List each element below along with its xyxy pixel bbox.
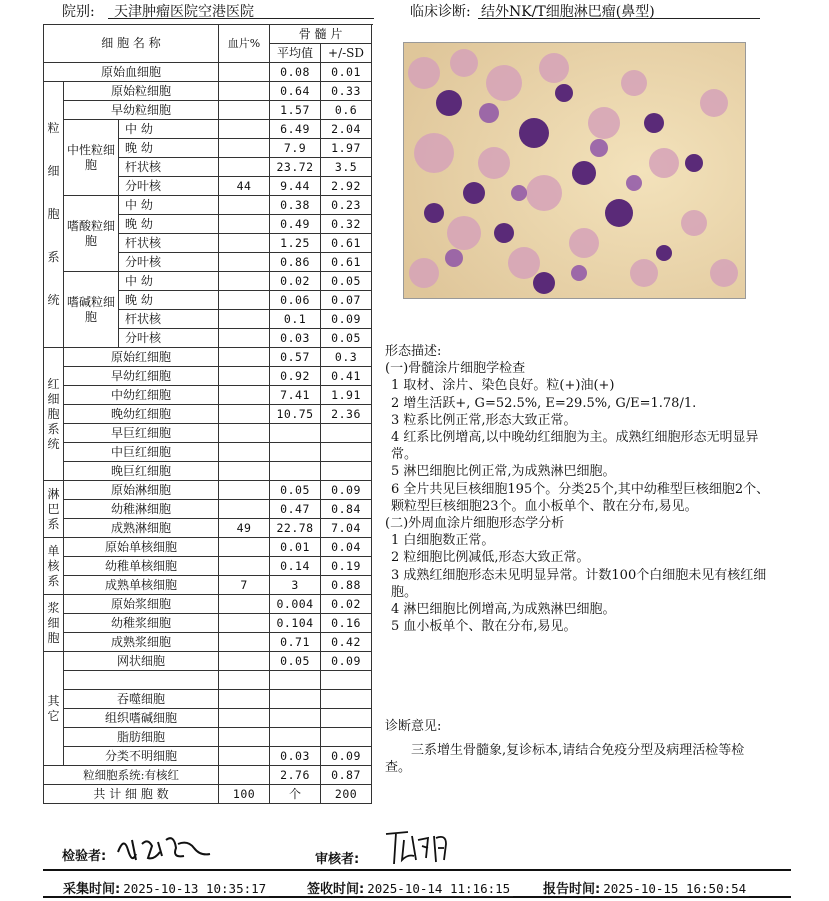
cell-name: 杆状核: [119, 234, 219, 253]
cell-name: 幼稚单核细胞: [64, 557, 219, 576]
table-row: [44, 652, 372, 671]
sd-value: [321, 690, 372, 709]
sd-value: 0.33: [321, 82, 372, 101]
table-row: [44, 481, 372, 500]
sd-value: 0.61: [321, 253, 372, 272]
diagnosis-opinion: [385, 718, 770, 777]
mean-value: 0.01: [270, 538, 321, 557]
cell-name: 中巨红细胞: [64, 443, 219, 462]
blood-value: [219, 196, 270, 215]
mean-value: 1.25: [270, 234, 321, 253]
sd-value: 0.09: [321, 310, 372, 329]
col-header-name: 细 胞 名 称: [44, 25, 219, 63]
cell-name: 成熟单核细胞: [64, 576, 219, 595]
mean-value: 0.38: [270, 196, 321, 215]
table-row: [44, 519, 372, 538]
mean-value: 7.41: [270, 386, 321, 405]
cell-name: 分类不明细胞: [64, 747, 219, 766]
table-row: [44, 538, 372, 557]
reviewer-signature: [382, 826, 454, 868]
hospital-label: 院别:: [62, 4, 95, 20]
report-time-label: 报告时间:: [543, 882, 601, 897]
morphology-description: [385, 343, 770, 635]
cell-name: 中幼红细胞: [64, 386, 219, 405]
blood-value: [219, 82, 270, 101]
blood-value: [219, 101, 270, 120]
cell-name: 原始淋细胞: [64, 481, 219, 500]
sd-value: 0.61: [321, 234, 372, 253]
diagnosis-label: 临床诊断:: [410, 4, 471, 20]
sd-value: 0.6: [321, 101, 372, 120]
table-row: [44, 690, 372, 709]
table-row: [44, 766, 372, 785]
cell-name: 分叶核: [119, 253, 219, 272]
sd-value: [321, 462, 372, 481]
cell-name: 分叶核: [119, 177, 219, 196]
micrograph-image: [404, 43, 745, 298]
cell-name: 脂肪细胞: [64, 728, 219, 747]
table-row: [44, 614, 372, 633]
blood-value: [219, 329, 270, 348]
cell-name: 晚 幼: [119, 291, 219, 310]
cell-name: 吞噬细胞: [64, 690, 219, 709]
table-row: [44, 367, 372, 386]
cell-name: 原始血细胞: [44, 63, 219, 82]
table-row: [44, 462, 372, 481]
blood-value: [219, 652, 270, 671]
sd-value: 0.07: [321, 291, 372, 310]
cell-name: 晚巨红细胞: [64, 462, 219, 481]
description-line: 4 红系比例增高,以中晚幼红细胞为主。成熟红细胞形态无明显异常。: [391, 430, 759, 463]
diagnosis-value: 结外NK/T细胞淋巴瘤(鼻型): [481, 4, 655, 20]
sd-value: 7.04: [321, 519, 372, 538]
group-other: 其它: [44, 652, 64, 766]
description-line: (二)外周血涂片细胞形态学分析: [385, 516, 565, 532]
sd-value: 0.23: [321, 196, 372, 215]
cell-name: 原始浆细胞: [64, 595, 219, 614]
blood-value: 49: [219, 519, 270, 538]
cell-name: 原始单核细胞: [64, 538, 219, 557]
mean-value: 0.49: [270, 215, 321, 234]
collect-time-value: 2025-10-13 10:35:17: [120, 881, 269, 897]
sd-value: 3.5: [321, 158, 372, 177]
mean-value: 0.104: [270, 614, 321, 633]
sd-value: [321, 443, 372, 462]
description-line: 1 取材、涂片、染色良好。粒(+)油(+): [391, 378, 615, 394]
table-row: [44, 196, 372, 215]
sd-value: [321, 671, 372, 690]
cell-name: [64, 671, 219, 690]
description-title: 形态描述:: [385, 344, 442, 359]
opinion-text: 三系增生骨髓象,复诊标本,请结合免疫分型及病理活检等检查。: [385, 743, 745, 776]
collect-time-label: 采集时间:: [63, 882, 121, 897]
sd-value: 0.42: [321, 633, 372, 652]
cell-name: 中 幼: [119, 272, 219, 291]
table-row: [44, 82, 372, 101]
blood-value: [219, 291, 270, 310]
cell-name: 网状细胞: [64, 652, 219, 671]
cell-name: 早巨红细胞: [64, 424, 219, 443]
blood-value: [219, 424, 270, 443]
description-line: 6 全片共见巨核细胞195个。分类25个,其中幼稚型巨核细胞2个、颗粒型巨核细胞23个。血小板单个、散在分布,易见。: [391, 481, 770, 514]
receive-time-label: 签收时间:: [307, 882, 365, 897]
mean-value: 0.08: [270, 63, 321, 82]
mean-value: 23.72: [270, 158, 321, 177]
sd-value: 0.16: [321, 614, 372, 633]
report-time-value: 2025-10-15 16:50:54: [600, 881, 749, 897]
total-blood: 100: [219, 785, 270, 804]
mean-value: 0.92: [270, 367, 321, 386]
mean-value: 0.004: [270, 595, 321, 614]
cell-name: 粒细胞系统:有核红: [44, 766, 219, 785]
sd-value: 2.92: [321, 177, 372, 196]
blood-value: 7: [219, 576, 270, 595]
blood-value: [219, 310, 270, 329]
cell-name: 杆状核: [119, 310, 219, 329]
cell-name: 晚 幼: [119, 215, 219, 234]
reviewer-label: 审核者:: [315, 852, 360, 867]
mean-value: [270, 424, 321, 443]
sd-value: 0.41: [321, 367, 372, 386]
cell-name: 成熟浆细胞: [64, 633, 219, 652]
blood-value: [219, 671, 270, 690]
blood-value: [219, 386, 270, 405]
blood-value: [219, 595, 270, 614]
examiner-signature: [114, 830, 214, 866]
sd-value: 1.97: [321, 139, 372, 158]
col-header-blood: 血片%: [219, 25, 270, 63]
table-row: [44, 633, 372, 652]
table-row: [44, 272, 372, 291]
table-row: [44, 348, 372, 367]
table-row: [44, 443, 372, 462]
blood-value: 44: [219, 177, 270, 196]
mean-value: 0.03: [270, 747, 321, 766]
sd-value: 0.02: [321, 595, 372, 614]
mean-value: 0.14: [270, 557, 321, 576]
table-row: [44, 101, 372, 120]
sub-eosinophil: 嗜酸粒细胞: [64, 196, 119, 272]
group-granulocyte: 粒细胞系统: [44, 82, 64, 348]
sd-value: 0.05: [321, 272, 372, 291]
blood-value: [219, 253, 270, 272]
table-row: [44, 386, 372, 405]
cell-name: 晚幼红细胞: [64, 405, 219, 424]
blood-value: [219, 158, 270, 177]
table-row: [44, 595, 372, 614]
mean-value: 0.05: [270, 652, 321, 671]
group-erythroid: 红细胞系统: [44, 348, 64, 481]
cell-name: 晚 幼: [119, 139, 219, 158]
table-row: [44, 671, 372, 690]
table-row: [44, 747, 372, 766]
bone-marrow-micrograph: [403, 42, 746, 299]
mean-value: 22.78: [270, 519, 321, 538]
mean-value: [270, 728, 321, 747]
blood-value: [219, 443, 270, 462]
mean-value: [270, 443, 321, 462]
sd-value: 0.32: [321, 215, 372, 234]
blood-value: [219, 367, 270, 386]
cell-name: 幼稚浆细胞: [64, 614, 219, 633]
sd-value: 0.09: [321, 652, 372, 671]
col-header-mean: 平均值: [270, 44, 321, 63]
mean-value: 6.49: [270, 120, 321, 139]
table-row: [44, 120, 372, 139]
cell-name: 原始粒细胞: [64, 82, 219, 101]
mean-value: 0.03: [270, 329, 321, 348]
sd-value: 0.19: [321, 557, 372, 576]
blood-value: [219, 500, 270, 519]
group-plasma: 浆细胞: [44, 595, 64, 652]
sd-value: 0.09: [321, 481, 372, 500]
group-mono: 单核系: [44, 538, 64, 595]
total-unit: 个: [270, 785, 321, 804]
sd-value: 0.3: [321, 348, 372, 367]
sd-value: 0.09: [321, 747, 372, 766]
sub-neutrophil: 中性粒细胞: [64, 120, 119, 196]
mean-value: [270, 690, 321, 709]
cell-name: 分叶核: [119, 329, 219, 348]
cell-count-table: [43, 24, 372, 804]
mean-value: [270, 462, 321, 481]
sd-value: [321, 424, 372, 443]
description-line: 5 血小板单个、散在分布,易见。: [391, 619, 577, 635]
sd-value: [321, 728, 372, 747]
opinion-title: 诊断意见:: [385, 719, 442, 734]
description-line: (一)骨髓涂片细胞学检查: [385, 361, 526, 377]
cell-name: 组织嗜碱细胞: [64, 709, 219, 728]
blood-value: [219, 557, 270, 576]
blood-value: [219, 348, 270, 367]
cell-name: 原始红细胞: [64, 348, 219, 367]
cell-name: 早幼红细胞: [64, 367, 219, 386]
description-line: 1 白细胞数正常。: [391, 533, 495, 549]
table-row: [44, 709, 372, 728]
mean-value: 2.76: [270, 766, 321, 785]
sd-value: 1.91: [321, 386, 372, 405]
cell-name: 中 幼: [119, 196, 219, 215]
mean-value: 0.71: [270, 633, 321, 652]
blood-value: [219, 709, 270, 728]
blood-value: [219, 63, 270, 82]
mean-value: 0.1: [270, 310, 321, 329]
mean-value: 9.44: [270, 177, 321, 196]
table-row: [44, 424, 372, 443]
receive-time-value: 2025-10-14 11:16:15: [364, 881, 513, 897]
mean-value: [270, 709, 321, 728]
mean-value: 0.05: [270, 481, 321, 500]
blood-value: [219, 272, 270, 291]
blood-value: [219, 766, 270, 785]
sd-value: 0.84: [321, 500, 372, 519]
footer-rule-top: [43, 869, 791, 871]
sd-value: 2.04: [321, 120, 372, 139]
mean-value: 0.47: [270, 500, 321, 519]
blood-value: [219, 234, 270, 253]
blood-value: [219, 633, 270, 652]
col-header-marrow: 骨 髓 片: [270, 25, 372, 44]
sub-basophil: 嗜碱粒细胞: [64, 272, 119, 348]
mean-value: 3: [270, 576, 321, 595]
mean-value: 0.86: [270, 253, 321, 272]
hospital-value: 天津肿瘤医院空港医院: [114, 4, 254, 20]
description-line: 5 淋巴细胞比例正常,为成熟淋巴细胞。: [391, 464, 616, 480]
mean-value: 1.57: [270, 101, 321, 120]
table-row: [44, 557, 372, 576]
blood-value: [219, 462, 270, 481]
mean-value: 7.9: [270, 139, 321, 158]
hospital-underline: [108, 18, 374, 19]
blood-value: [219, 120, 270, 139]
total-label: 共 计 细 胞 数: [44, 785, 219, 804]
blood-value: [219, 747, 270, 766]
examiner-label: 检验者:: [62, 849, 107, 864]
report-time: [543, 878, 749, 897]
diagnosis-underline: [478, 18, 760, 19]
blood-value: [219, 481, 270, 500]
description-line: 2 粒细胞比例减低,形态大致正常。: [391, 550, 590, 566]
mean-value: 0.64: [270, 82, 321, 101]
group-lymph: 淋巴系: [44, 481, 64, 538]
cell-name: 中 幼: [119, 120, 219, 139]
table-row: [44, 728, 372, 747]
table-row: [44, 576, 372, 595]
cell-name: 杆状核: [119, 158, 219, 177]
description-line: 3 粒系比例正常,形态大致正常。: [391, 412, 577, 428]
description-line: 3 成熟红细胞形态未见明显异常。计数100个白细胞未见有核红细胞。: [391, 567, 767, 600]
blood-value: [219, 690, 270, 709]
blood-value: [219, 614, 270, 633]
cell-name: 幼稚淋细胞: [64, 500, 219, 519]
sd-value: 0.88: [321, 576, 372, 595]
sd-value: 2.36: [321, 405, 372, 424]
mean-value: 10.75: [270, 405, 321, 424]
blood-value: [219, 538, 270, 557]
mean-value: [270, 671, 321, 690]
blood-value: [219, 405, 270, 424]
collect-time: [63, 878, 269, 897]
total-row: [44, 785, 372, 804]
description-line: 4 淋巴细胞比例增高,为成熟淋巴细胞。: [391, 602, 616, 618]
sd-value: 0.87: [321, 766, 372, 785]
receive-time: [307, 878, 513, 897]
cell-name: 早幼粒细胞: [64, 101, 219, 120]
blood-value: [219, 139, 270, 158]
cell-name: 成熟淋细胞: [64, 519, 219, 538]
sd-value: 0.05: [321, 329, 372, 348]
col-header-sd: +/-SD: [321, 44, 372, 63]
total-marrow: 200: [321, 785, 372, 804]
sd-value: 0.01: [321, 63, 372, 82]
table-row: [44, 405, 372, 424]
table-row: [44, 63, 372, 82]
mean-value: 0.57: [270, 348, 321, 367]
blood-value: [219, 728, 270, 747]
blood-value: [219, 215, 270, 234]
sd-value: 0.04: [321, 538, 372, 557]
sd-value: [321, 709, 372, 728]
mean-value: 0.06: [270, 291, 321, 310]
table-row: [44, 500, 372, 519]
description-line: 2 增生活跃+, G=52.5%, E=29.5%, G/E=1.78/1.: [391, 395, 697, 411]
mean-value: 0.02: [270, 272, 321, 291]
